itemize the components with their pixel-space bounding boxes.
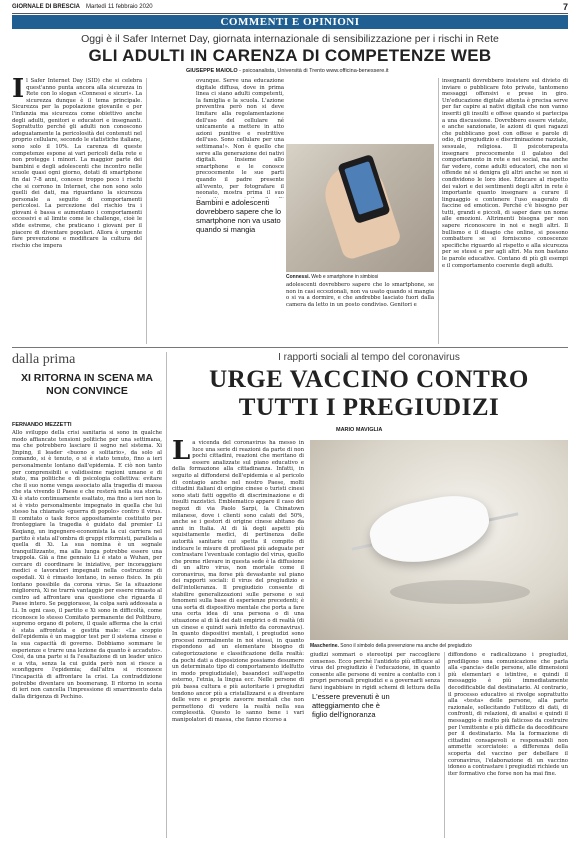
issue-date: Martedì 11 febbraio 2020 [86,4,153,10]
article2-author: FERNANDO MEZZETTI [12,422,72,428]
article2-text: Allo sviluppo della crisi sanitaria si sono in qualche modo affiancate tensioni politiche per una settimana, ma che potrebbero lasciare il segno nel sistema. Xi Jinping, il leader «buono e solitario», da solo al comando, si è tenuto, o si è stato tenuto, fino a ieri personalmente lontano dall'epidemia. E ciò non tanto per comprensibili e validissime ragioni umane e di stato, ma politiche e di psicologia collettiva: evitare che il suo nome venga associato alla tragedia di massa che sta vivendo il Paese e che resterà nella sua storia. Xi è stato continuamente esaltato, ma fino a ieri non lo si è visto personalmente impegnato in quella che lui stesso ha chiamato «guerra di popolo» contro il virus. Il comitato o task force appositamente costituito per fronteggiare la tragedia è guidato dal premier Li Keqiang, un ingegnere-economista la cui carriera nel partito è stata all'ombra di gruppi riformisti, parallela a quella di Xi. La sua nomina è un segnale tranquillizzante, ma alla lunga potrebbe essere una trappola. Già a fine gennaio Li è stato a Wuhan, per cercare di coordinare le iniziative, per incoraggiare medici e lavoratori impegnati nella costruzione di ospedali. Xi è rimasto lontano, in senso fisico. In più lontano possibile da corona virus. Se la situazione migliorerà, Xi ne trarrà vantaggio per essere rimasto al centro ad affrontare una questione che riguarda il Paese intero. Se peggiorasse, la colpa sarà addossata a Li. In ogni caso, il partito e Xi sono in difficoltà, come riconosce lo stesso Comitato permanente del Politburo, supremo organo di potere, il quale afferma che la crisi è stata affrontata e gestita male: «Le scoppio dell'epidemia è un maggior test per il sistema cinese e la sua capacità di governo. Dobbiamo sommare le esperienze e trarre una lezione da quanto è accaduto». Così, da una parte si fa l'esaltazione di un leader unico e a vita, senza la cui guida però non si riesce a sconfiggere l'epidemia; dall'altra si riconosce l'incapacità di affrontare la crisi. La contraddizione potrebbe diventare un boomerang. Il ritorno in scena di ieri non cancella l'impressione di smarrimento data dalla dirigenza di Pechino. [12,430,162,700]
caption2-text: Sono il simbolo della prevenzione ma anche del pregiudizio [338,643,472,649]
mask-photo [310,440,568,640]
article1-column-1 [12,78,142,344]
article3-author: MARIO MAVIGLIA [336,427,383,433]
caption2-bold: Mascherine. [310,643,339,649]
article1-text-1: l Safer Internet Day (SID) che si celebra quest'anno punta ancora alla sicurezza in Rete con lo slogan «Connessi e sicuri». La sicurezza dunque è il tema principale. Sicurezza per la popolazione giovanile e per l'infanzia ma sicurezza come obiettivo anche degli adulti, genitori e educatori e insegnanti. Soprattutto perché gli adulti non conoscono adeguatamente la pericolosità dei contenuti nel proprio cellulare, secondo le statistiche italiane, sono solo il 10%. La carenza di queste competenze espone ai vari pericoli della rete e non protegge i minori. La maggior parte dei bambini e degli adolescenti che incontro nelle scuole quasi ogni giorno, dotati di smartphone fin dai 7-8 anni, conosce troppo poco i rischi che si corrono in Internet, che non sono solo quelli dei dati, ma riguardano la sicurezza personale a seguito di comportamenti pericolosi. La percezione del rischio tra i giovani è bassa e aumentano i comportamenti eccessivi e al limite come le challenge, cioè le sfide estreme, che praticano i giovani per il piacere di diventare popolari. Allora è urgente fare prevenzione e modificare la cultura del rischio che impera [12,78,142,249]
caption1-bold: Connessi. [286,274,310,280]
article1-column-4 [442,78,568,344]
article1-photo-caption [286,274,436,280]
paper-name: GIORNALE DI BRESCIA [12,4,81,10]
article3-headline: URGE VACCINO CONTRO TUTTI I PREGIUDIZI [209,366,529,421]
article3-text-2: giudizi sommari o stereotipi per raccogliere consenso. Ecco perché l'antidoto più efficace al virus del pregiudizio è l'educazione, in quanto consente alle persone di venire a contatto con i propri personali pregiudizi e a governarli senza farsi ingabbiare in rigidi schemi di lettura della [310,652,440,691]
article1-headline: GLI ADULTI IN CARENZA DI COMPETENZE WEB [88,46,492,65]
article1-dropcap: I [12,78,25,104]
smartphone-photo [286,144,434,272]
masthead [12,4,153,10]
section-banner: COMMENTI E OPINIONI [12,15,568,29]
article3-text-3: diffondono e radicalizzano i pregiudizi, prediligono una comunicazione che parla alla «pancia» delle persone, alle dimensioni più elementari e istintive, e quindi il messaggio è più immediatamente decodificabile dal destinatario. Al contrario, il processo educativo si rivolge soprattutto alla «testa» delle persone, alla parte razionale, sollecitando l'utilizzo di dati, di confronti, di relazioni, di analisi e quindi il messaggio è molto più faticoso da costruire per l'emittente e più difficile da decodificare per il destinatario. Ma la formazione di cittadini consapevoli e responsabili non ammette scorciatoie: a differenza della scoperta del vaccino per debellare il coronavirus, l'elaborazione di un vaccino idoneo a contrastare i pregiudizi richiede un iter formativo che forse non ha mai fine. [448,652,568,777]
article3-pullquote: L'essere prevenuti è un atteggiamento che è figlio dell'ignoranza [312,692,390,719]
caption1-text: Web e smartphone in simbiosi [309,274,379,280]
article1-pullquote: Bambini e adolescenti dovrebbero sapere che lo smartphone non va usato quando si mangia [196,198,282,234]
article2-label: dalla prima [12,352,76,367]
page-number: 7 [562,2,568,12]
article-divider [12,347,568,348]
article1-column-2a [196,78,284,198]
article1-byline [186,68,568,74]
mask-shadow [390,580,530,604]
article3-kicker: I rapporti sociali al tempo del coronavirus [278,352,460,363]
article3-column-1 [172,440,304,838]
article1-column-3 [286,282,434,344]
article1-text-4: insegnanti dovrebbero insistere sul divieto di inviare o pubblicare foto private, tantomeno messaggi offensivi e prese in giro. Un'educazione digitale attenta è precisa serve per far capire ai nativi digitali che non vanno inseriti gli insulti e offese quando si partecipa a una discussione. Dovrebbero essere vietate, e anche sanzionate, le azioni di quei ragazzi che pubblicano post con offese e parole di odio, di pregiudizio e discriminazione razziale, sessuale, religiosa. Il psicoterapeuta insegnare precocemente il galateo del comportamento in rete e nei social, ma anche far vedere, come adulti educatori, che non si offende né si denigra gli altri anche se non si condividono le loro idee. Educare al rispetto dei valori e dei sentimenti degli altri in rete è importante quanto insegnare a curare il linguaggio e contenere l'uso esagerato di faccine ed emoticon. Perché c'è bisogno per tutti, grandi e piccoli, di saper dare un nome alle emozioni. Altrimenti bisogna per non sapere riconoscere in noi e negli altri. Il bullismo e il disagio che online, si possono combattere se si forniscono conoscenze specifiche riguardo al rispetto e alla sicurezza per se stessi e per agli altri. Ma non bastano le parole educative. Contano di più gli esempi e il comportamento coerente degli adulti. [442,78,568,269]
article2-body [12,430,162,838]
column-rule [438,78,439,344]
article3-text-1: a vicenda del coronavirus ha messo in luce una serie di reazioni da parte di non pochi cittadini, reazioni che meritano di essere analizzate sul piano educativo e della formazione alla cittadinanza. Infatti, in seguito al diffondersi dell'epidemia e al pericolo di contagio anche nel nostro Paese, molti cittadini italiani di origine cinese o turisti cinesi sono stati fatti oggetto di discriminazione e di insulti razzistici. Emblematico appare il caso dei negozi di via Paolo Sarpi, la Chinatown milanese, dove i clienti sono calati del 50%, anche se i gestori di origine cinese abitano da anni in Italia. Al di là degli aspetti più squisitamente medici, di pertinenza delle autorità sanitarie cui spetta il compito di indicare le misure di profilassi più adeguate per contrastare l'eventuale contagio del virus, quello che preme rilevare in questa sede è la diffusione di un altro virus, non mortale come il coronavirus, ma forse più devastante sul piano dei rapporti sociali: il virus del pregiudizio e dell'intolleranza. Il pregiudizio consente di stabilire generalizzazioni sulle persone o sui fenomeni sulla base di esperienze precedenti; è una sorta di dispositivo mentale che porta a fare una certa idea di una persona o di una situazione al di là dei dati empirici o di realtà (di un cinese e quindi sarà infetto da coronavirus). In quanto dispositivi mentali, i pregiudizi sono processi normalmente in noi stessi, in quanto rispondono ad un elementare bisogno di categorizzazione e classificazione della realtà: da pochi dati a disposizione possiamo desumere un determinato tipo di comportamento idelfutto in modo pregiudiziale), basandoci sull'aspetto esterno, l'etnia, la lingua ecc. Nelle persone di più bassa cultura e più autoritarie i pregiudizi tendono ancor più a cristallizzarsi e a diventare delle vere e proprie zavorre mentali che non permettono di vedere la realtà nella sua complessità. Questo lo sanno bene i vari manipolatori di massa, che fanno ricorso a [172,440,304,723]
article1-author: GIUSEPPE MAIOLO [186,68,238,74]
article1-text-3: adolescenti dovrebbero sapere che lo smartphone, se non in casi eccezionali, non va usato quando si mangia o si va a dormire, e che andrebbe lasciato fuori dalla camera da letto in un posto condiviso. Genitori e [286,282,434,308]
page-header [12,3,568,14]
article1-author-role: - psicoanalista, Università di Trento www.officina-benessere.it [237,68,389,74]
article1-kicker: Oggi è il Safer Internet Day, giornata internazionale di sensibilizzazione per i rischi in Rete [81,33,499,45]
column-rule [146,78,147,344]
article2-headline: XI RITORNA IN SCENA MA NON CONVINCE [20,372,154,397]
article3-dropcap: L [172,440,191,466]
article3-column-3 [448,652,568,838]
column-rule [166,352,167,838]
article3-photo-caption [310,643,568,649]
article3-column-2a [310,652,440,692]
mask-shape [365,488,495,572]
article1-text-2: ovunque. Serve una educazione digitale diffusa, dove in prima linea ci siano adulti competenti, la famiglia e la scuola. L'azione preventiva però non si deve limitare alla regolamentazione dell'uso del cellulare né unicamente a mettere in atto azioni punitive e restrittive dell'uso. Sono cellulare per una settimana!». Non è quello che serve alla generazione dei nativi digitali. Insieme allo smartphone e le conosce precocemente le sue parti quando il padre presente all'evento, per fotografare il neonato, mostra prima il suo [196,78,284,197]
column-rule [444,652,445,838]
